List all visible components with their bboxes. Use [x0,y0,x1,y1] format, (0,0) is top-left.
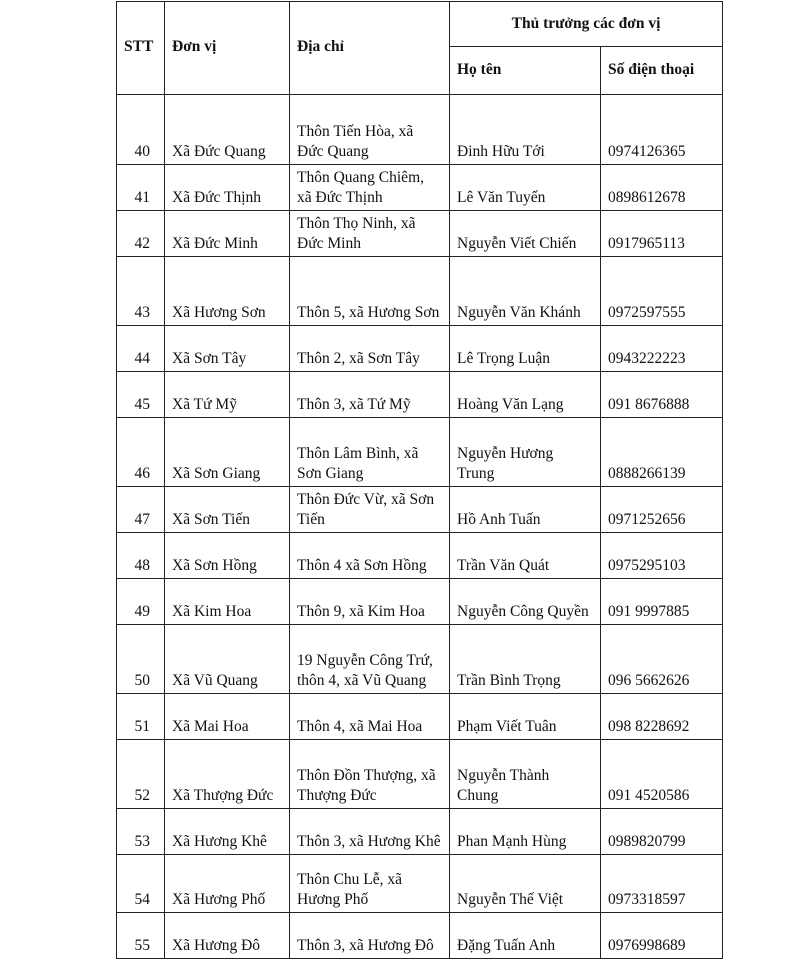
cell-address: Thôn Thọ Ninh, xã Đức Minh [290,211,450,257]
cell-unit: Xã Hương Sơn [165,257,290,326]
cell-stt: 46 [117,418,165,487]
cell-phone: 0972597555 [601,257,723,326]
table-row [117,579,723,625]
cell-name: Hồ Anh Tuấn [450,487,601,533]
table-row [117,625,723,694]
cell-address: Thôn 3, xã Hương Đô [290,913,450,959]
cell-unit: Xã Sơn Hồng [165,533,290,579]
header-name: Họ tên [450,47,601,95]
cell-stt: 42 [117,211,165,257]
directory-table [116,1,723,959]
cell-unit: Xã Kim Hoa [165,579,290,625]
cell-address: Thôn 5, xã Hương Sơn [290,257,450,326]
cell-phone: 0898612678 [601,165,723,211]
cell-stt: 44 [117,326,165,372]
cell-phone: 0973318597 [601,855,723,913]
cell-name: Nguyễn Văn Khánh [450,257,601,326]
cell-name: Trần Văn Quát [450,533,601,579]
table-row [117,165,723,211]
cell-address: Thôn 4, xã Mai Hoa [290,694,450,740]
header-phone: Số điện thoại [601,47,723,95]
cell-address: Thôn 3, xã Hương Khê [290,809,450,855]
table-row [117,740,723,809]
table-row [117,855,723,913]
cell-address: Thôn 4 xã Sơn Hồng [290,533,450,579]
cell-stt: 41 [117,165,165,211]
cell-unit: Xã Đức Thịnh [165,165,290,211]
cell-name: Đặng Tuấn Anh [450,913,601,959]
cell-name: Nguyễn Hương Trung [450,418,601,487]
cell-address: Thôn 9, xã Kim Hoa [290,579,450,625]
cell-phone: 098 8228692 [601,694,723,740]
cell-name: Lê Văn Tuyến [450,165,601,211]
table-row [117,913,723,959]
cell-unit: Xã Hương Đô [165,913,290,959]
cell-phone: 0976998689 [601,913,723,959]
cell-stt: 43 [117,257,165,326]
table-row [117,487,723,533]
cell-unit: Xã Vũ Quang [165,625,290,694]
cell-name: Phạm Viết Tuân [450,694,601,740]
cell-unit: Xã Mai Hoa [165,694,290,740]
cell-address: Thôn 3, xã Tứ Mỹ [290,372,450,418]
cell-phone: 096 5662626 [601,625,723,694]
table-row [117,418,723,487]
header-unit: Đơn vị [165,2,290,95]
cell-address: Thôn Tiến Hòa, xã Đức Quang [290,95,450,165]
cell-phone: 091 4520586 [601,740,723,809]
cell-unit: Xã Sơn Giang [165,418,290,487]
cell-stt: 50 [117,625,165,694]
cell-phone: 0989820799 [601,809,723,855]
cell-unit: Xã Thượng Đức [165,740,290,809]
cell-address: Thôn Đồn Thượng, xã Thượng Đức [290,740,450,809]
cell-stt: 55 [117,913,165,959]
cell-phone: 0943222223 [601,326,723,372]
cell-name: Nguyễn Thành Chung [450,740,601,809]
cell-stt: 54 [117,855,165,913]
cell-stt: 48 [117,533,165,579]
table-row [117,372,723,418]
cell-name: Phan Mạnh Hùng [450,809,601,855]
table-row [117,533,723,579]
cell-address: Thôn Quang Chiêm, xã Đức Thịnh [290,165,450,211]
cell-name: Nguyễn Công Quyền [450,579,601,625]
cell-phone: 0974126365 [601,95,723,165]
cell-unit: Xã Đức Quang [165,95,290,165]
cell-name: Đinh Hữu Tới [450,95,601,165]
cell-name: Nguyễn Viết Chiến [450,211,601,257]
cell-address: Thôn Lâm Bình, xã Sơn Giang [290,418,450,487]
cell-phone: 091 9997885 [601,579,723,625]
cell-stt: 53 [117,809,165,855]
cell-name: Nguyễn Thế Việt [450,855,601,913]
cell-address: Thôn Đức Vừ, xã Sơn Tiến [290,487,450,533]
cell-address: 19 Nguyễn Công Trứ, thôn 4, xã Vũ Quang [290,625,450,694]
header-address: Địa chỉ [290,2,450,95]
cell-unit: Xã Đức Minh [165,211,290,257]
table-row [117,95,723,165]
cell-phone: 0917965113 [601,211,723,257]
cell-phone: 0971252656 [601,487,723,533]
cell-phone: 0975295103 [601,533,723,579]
cell-stt: 52 [117,740,165,809]
table-row [117,694,723,740]
cell-phone: 0888266139 [601,418,723,487]
cell-address: Thôn Chu Lễ, xã Hương Phố [290,855,450,913]
cell-address: Thôn 2, xã Sơn Tây [290,326,450,372]
header-stt: STT [117,2,165,95]
table-row [117,326,723,372]
cell-stt: 49 [117,579,165,625]
cell-stt: 47 [117,487,165,533]
cell-name: Trần Bình Trọng [450,625,601,694]
cell-unit: Xã Sơn Tây [165,326,290,372]
cell-unit: Xã Hương Khê [165,809,290,855]
cell-stt: 45 [117,372,165,418]
cell-unit: Xã Sơn Tiến [165,487,290,533]
table-row [117,809,723,855]
cell-name: Hoàng Văn Lạng [450,372,601,418]
cell-stt: 51 [117,694,165,740]
cell-name: Lê Trọng Luận [450,326,601,372]
table-row [117,257,723,326]
cell-phone: 091 8676888 [601,372,723,418]
cell-stt: 40 [117,95,165,165]
cell-unit: Xã Hương Phố [165,855,290,913]
header-heads-group: Thủ trưởng các đơn vị [450,2,723,47]
cell-unit: Xã Tứ Mỹ [165,372,290,418]
table-row [117,211,723,257]
